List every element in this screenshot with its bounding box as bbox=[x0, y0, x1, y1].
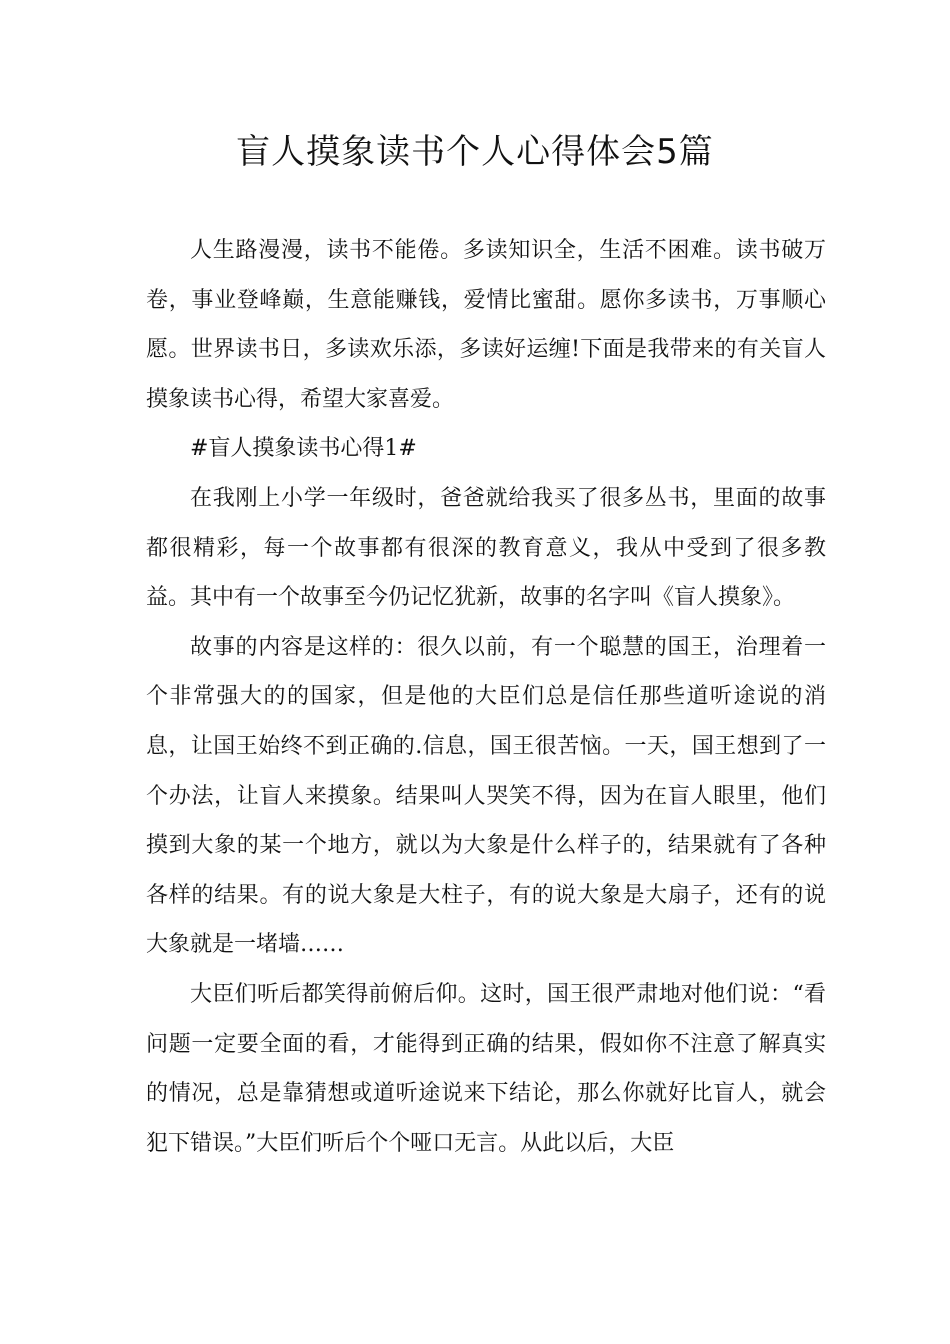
paragraph-king-speech: 大臣们听后都笑得前俯后仰。这时，国王很严肃地对他们说：“看问题一定要全面的看，才能得到正确的结果，假如你不注意了解真实的情况，总是靠猜想或道听途说来下结论，那么你就好比盲人，就会犯下错误。”大臣们听后个个哑口无言。从此以后，大臣 bbox=[146, 981, 826, 1156]
paragraph-story-origin: 在我刚上小学一年级时，爸爸就给我买了很多丛书，里面的故事都很精彩，每一个故事都有很深的教育意义，我从中受到了很多教益。其中有一个故事至今仍记忆犹新，故事的名字叫《盲人摸象》。 bbox=[146, 485, 826, 611]
document-body bbox=[146, 226, 826, 1168]
paragraph-story-content: 故事的内容是这样的：很久以前，有一个聪慧的国王，治理着一个非常强大的的国家，但是他的大臣们总是信任那些道听途说的消息，让国王始终不到正确的.信息，国王很苦恼。一天，国王想到了一个办法，让盲人来摸象。结果叫人哭笑不得，因为在盲人眼里，他们摸到大象的某一个地方，就以为大象是什么样子的，结果就有了各种各样的结果。有的说大象是大柱子，有的说大象是大扇子，还有的说大象就是一堵墙…… bbox=[146, 634, 826, 958]
document-title: 盲人摸象读书个人心得体会5篇 bbox=[236, 132, 714, 172]
paragraph-intro: 人生路漫漫，读书不能倦。多读知识全，生活不困难。读书破万卷，事业登峰巅，生意能赚钱，爱情比蜜甜。愿你多读书，万事顺心愿。世界读书日，多读欢乐添，多读好运缠!下面是我带来的有关盲人摸象读书心得，希望大家喜爱。 bbox=[146, 238, 826, 412]
section-heading-1: #盲人摸象读书心得1# bbox=[190, 436, 417, 462]
